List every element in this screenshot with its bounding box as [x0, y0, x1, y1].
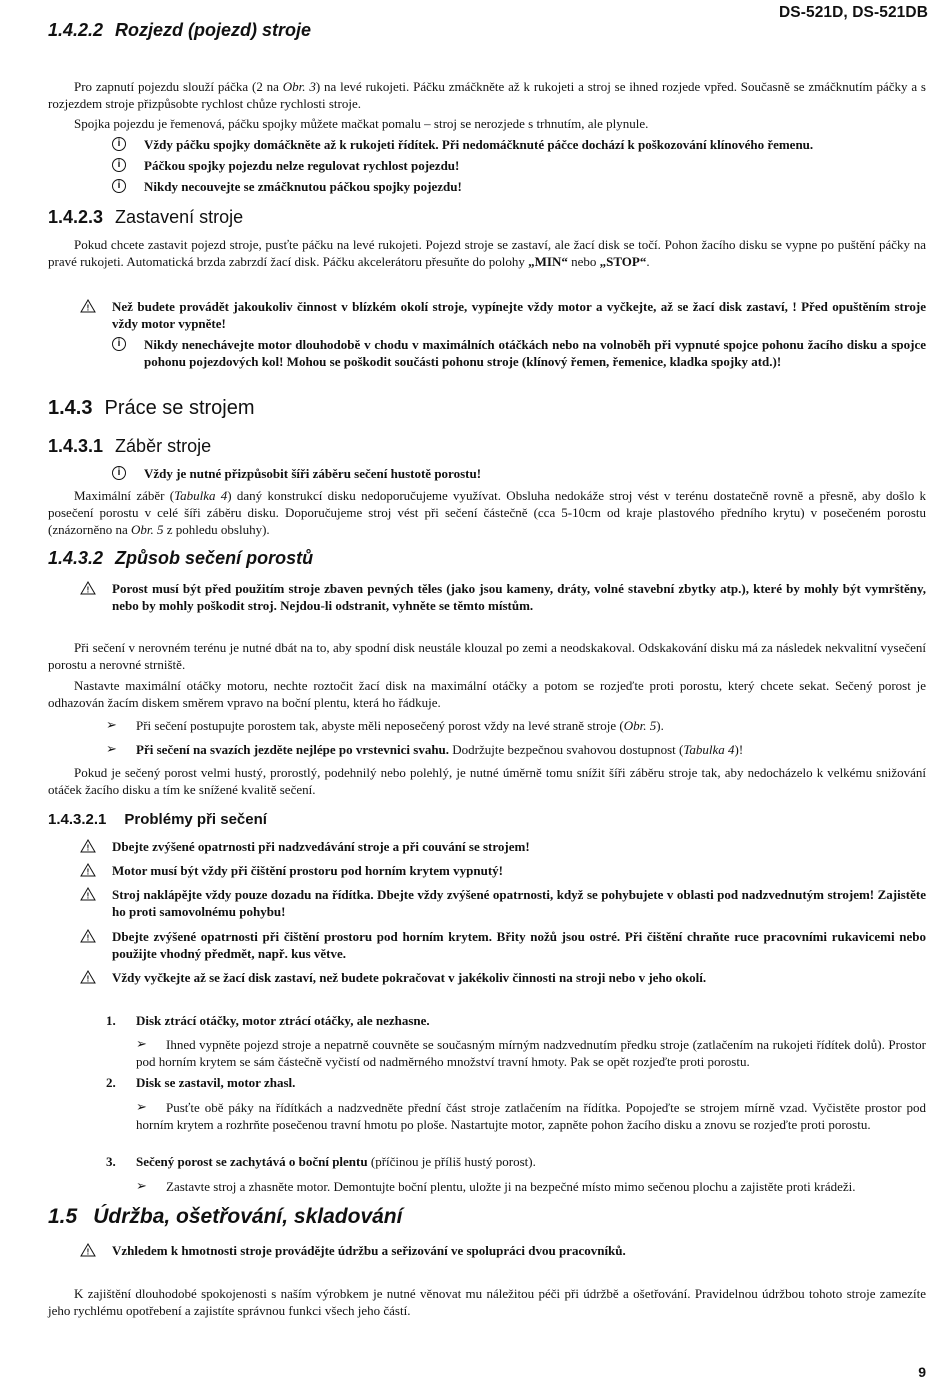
warning-note: ! Motor musí být vždy při čištění prostoru pod horním krytem vypnutý!: [80, 862, 926, 879]
paragraph: Nastavte maximální otáčky motoru, nechte roztočit žací disk na maximální otáčky a potom se rozjeďte proti porostu, který chcete sekat. Sečený porost je odhazován žacím diskem směrem vpravo na boční plentu, která ho řádkuje.: [48, 678, 926, 710]
info-circle-icon: i: [112, 158, 126, 172]
info-note: i Nikdy nenechávejte motor dlouhodobě v chodu v maximálních otáčkách nebo na volnoběh při vypnuté spojce pohonu žacího disku a spojce pohonu pojezdových kol! Mohou se poškodit součásti pohonu stroje (klínový řemen, řemenice, kladka spojky atd.)!: [112, 336, 926, 370]
bullet-item: ➢ Při sečení postupujte porostem tak, abyste měli neposečený porost vždy na levé straně stroje (Obr. 5).: [106, 718, 664, 733]
bullet-item: ➢ Ihned vypněte pojezd stroje a nepatrně couvněte se současným mírným nadzvednutím předku stroje (zatlačením na rukojeti řídítek dolů). Prostor pod horním krytem se sám částečně vyčistí od nadměrného množství travní hmoty. Pak se opět rozjeďte proti porostu.: [136, 1037, 926, 1069]
info-circle-icon: i: [112, 337, 126, 351]
document-header: DS-521D, DS-521DB: [778, 4, 928, 21]
info-note: i Nikdy necouvejte se zmáčknutou páčkou spojky pojezdu!: [112, 178, 926, 195]
warning-note: ! Stroj naklápějte vždy pouze dozadu na řídítka. Dbejte vždy zvýšené opatrnosti, když se pohybujete v oblasti pod nadzvednutým strojem! Zajistěte ho proti samovolnému pohybu!: [80, 886, 926, 920]
warning-triangle-icon: [80, 581, 96, 595]
paragraph: Pro zapnutí pojezdu slouží páčka (2 na Obr. 3) na levé rukojeti. Páčku zmáčkněte až k rukojeti a stroj se ihned rozjede vpřed. Současně se zmáčknutím páčky a s rozjezdem stroje přizpůsobte rychlost chůze rychlosti stroje.: [48, 79, 926, 111]
warning-note: ! Dbejte zvýšené opatrnosti při nadzvedávání stroje a při couvání se strojem!: [80, 838, 926, 855]
svg-text:!: !: [86, 867, 90, 877]
svg-text:!: !: [86, 1247, 90, 1257]
arrow-bullet-icon: ➢: [136, 1100, 147, 1115]
info-circle-icon: i: [112, 466, 126, 480]
info-note: i Páčkou spojky pojezdu nelze regulovat rychlost pojezdu!: [112, 157, 926, 174]
warning-note: ! Vždy vyčkejte až se žací disk zastaví, než budete pokračovat v jakékoliv činnosti na stroji nebo v jeho okolí.: [80, 969, 926, 986]
paragraph: Spojka pojezdu je řemenová, páčku spojky můžete mačkat pomalu – stroj se nerozjede s trhnutím, ale plynule.: [74, 116, 649, 131]
warning-triangle-icon: [80, 887, 96, 901]
warning-note: ! Než budete provádět jakoukoliv činnost v blízkém okolí stroje, vypínejte vždy motor a vyčkejte, až se žací disk zastaví, ! Před opuštěním stroje vždy motor vypněte!: [80, 298, 926, 332]
warning-triangle-icon: [80, 1243, 96, 1257]
paragraph: K zajištění dlouhodobé spokojenosti s naším výrobkem je nutné věnovat mu náležitou péči při údržbě a ošetřování. Pravidelnou údržbou tohoto stroje zamezíte jeho rychlému opotřebení a zajistíte správnou funkci všech jeho částí.: [48, 1286, 926, 1318]
info-note: i Vždy páčku spojky domáčkněte až k rukojeti řídítek. Při nedomáčknuté páčce dochází k poškozování klínového řemenu.: [112, 136, 926, 153]
svg-text:!: !: [86, 933, 90, 943]
warning-note: ! Porost musí být před použitím stroje zbaven pevných těles (jako jsou kameny, dráty, volné stavební zbytky atp.), které by mohly být vymrštěny, nebo by mohly poškodit stroj. Nejdou-li odstranit, vyhněte se těmto místům.: [80, 580, 926, 614]
paragraph: Pokud chcete zastavit pojezd stroje, pusťte páčku na levé rukojeti. Pojezd stroje se zastaví, ale žací disk se točí. Pohon žacího disku se vypne po puštění páčky na pravé rukojeti. Automatická brzda zabrzdí žací disk. Páčku akcelerátoru přesuňte do polohy „MIN“ nebo „STOP“.: [48, 237, 926, 269]
warning-triangle-icon: [80, 970, 96, 984]
section-heading-1-4-2-3: 1.4.2.3 Zastavení stroje: [48, 207, 244, 227]
section-heading-1-4-3-2-1: 1.4.3.2.1 Problémy při sečení: [48, 811, 267, 828]
info-note: i Vždy je nutné přizpůsobit šíři záběru sečení hustotě porostu!: [112, 465, 926, 482]
svg-text:!: !: [86, 303, 90, 313]
warning-triangle-icon: [80, 839, 96, 853]
section-heading-1-4-3-1: 1.4.3.1 Záběr stroje: [48, 436, 212, 456]
svg-text:!: !: [86, 843, 90, 853]
warning-note: ! Vzhledem k hmotnosti stroje provádějte údržbu a seřizování ve spolupráci dvou pracovníků.: [80, 1242, 926, 1259]
numbered-item-title: 3. Sečený porost se zachytává o boční plentu (příčinou je příliš hustý porost).: [106, 1154, 536, 1169]
section-heading-1-4-3: 1.4.3 Práce se strojem: [48, 397, 255, 419]
bullet-item: ➢ Při sečení na svazích jezděte nejlépe po vrstevnici svahu. Dodržujte bezpečnou svahovou dostupnost (Tabulka 4)!: [106, 742, 744, 757]
arrow-bullet-icon: ➢: [106, 718, 117, 733]
warning-triangle-icon: [80, 863, 96, 877]
page-number: 9: [918, 1364, 926, 1380]
arrow-bullet-icon: ➢: [136, 1179, 147, 1194]
bullet-item: ➢ Zastavte stroj a zhasněte motor. Demontujte boční plentu, uložte ji na bezpečné místo mimo sečenou plochu a zajistěte proti krádeži.: [136, 1179, 856, 1194]
warning-triangle-icon: [80, 299, 96, 313]
bullet-item: ➢ Pusťte obě páky na řídítkách a nadzvedněte přední část stroje zatlačením na řídítka. Popojeďte se strojem mírně vzad. Vyčistěte prostor pod horním krytem a rozhrňte posečenou travní hmotu po ploše. Nastartujte motor, zapněte pohon žacího disku a znovu se rozjeďte proti porostu.: [136, 1100, 926, 1132]
paragraph: Při sečení v nerovném terénu je nutné dbát na to, aby spodní disk neustále klouzal po zemi a neodskakoval. Odskakování disku má za následek nekvalitní vysečení porostu a nerovné strniště.: [48, 640, 926, 672]
info-circle-icon: i: [112, 137, 126, 151]
section-heading-1-5: 1.5 Údržba, ošetřování, skladování: [48, 1205, 403, 1228]
section-heading-1-4-3-2: 1.4.3.2 Způsob sečení porostů: [48, 548, 314, 568]
numbered-item-title: 1. Disk ztrácí otáčky, motor ztrácí otáčky, ale nezhasne.: [106, 1013, 430, 1028]
svg-text:!: !: [86, 585, 90, 595]
arrow-bullet-icon: ➢: [106, 742, 117, 757]
numbered-item-title: 2. Disk se zastavil, motor zhasl.: [106, 1075, 296, 1090]
paragraph: Maximální záběr (Tabulka 4) daný konstrukcí disku nedoporučujeme využívat. Obsluha nedokáže stroj vést v terénu dostatečně rovně a přesně, aby došlo k posečení porostu v celé šíři záběru disku. Doporučujeme stroj vést při sečení částečně (cca 5-10cm od kraje plastového předního krytu) v posečeném porostu (znázorněno na Obr. 5 z pohledu obsluhy).: [48, 488, 927, 537]
arrow-bullet-icon: ➢: [136, 1037, 147, 1052]
info-circle-icon: i: [112, 179, 126, 193]
warning-triangle-icon: [80, 929, 96, 943]
section-heading-1-4-2-2: 1.4.2.2 Rozjezd (pojezd) stroje: [48, 20, 312, 40]
svg-text:!: !: [86, 974, 90, 984]
warning-note: ! Dbejte zvýšené opatrnosti při čištění prostoru pod horním krytem. Břity nožů jsou ostré. Při čištění chraňte ruce pracovními rukavicemi nebo použijte vhodný předmět, např. kus větve.: [80, 928, 926, 962]
svg-text:!: !: [86, 891, 90, 901]
paragraph: Pokud je sečený porost velmi hustý, prorostlý, podehnilý nebo polehlý, je nutné úměrně tomu snížit šíři záběru stroje tak, aby nedocházelo k velkému snižování otáček žacího disku a tím ke snížené kvalitě sečení.: [48, 765, 926, 797]
